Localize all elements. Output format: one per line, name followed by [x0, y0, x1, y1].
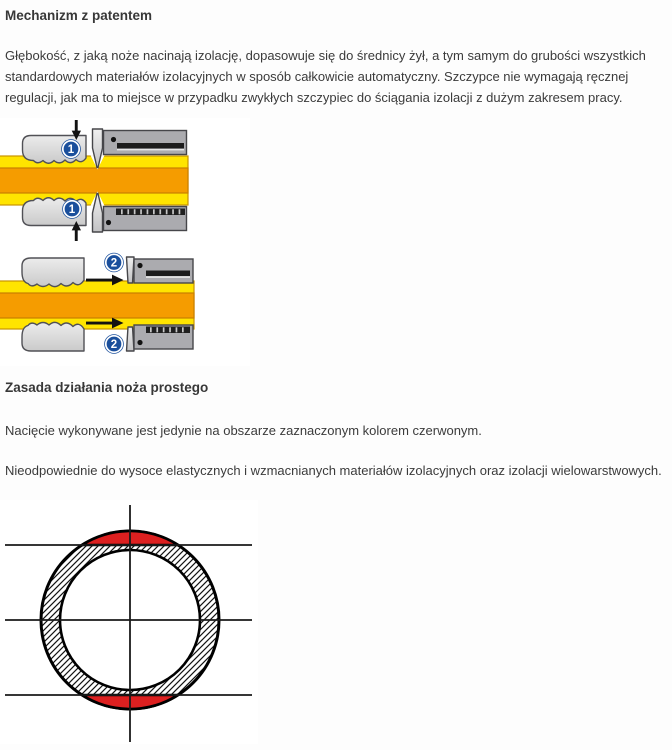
step2-marker	[105, 253, 124, 272]
blade-top	[127, 257, 135, 283]
gripper-jaw-top	[22, 258, 84, 287]
paragraph-patent-mechanism: Głębokość, z jaką noże nacinają izolację, dopasowuje się do średnicy żył, a tym samym do grubości wszystkich standardowych materiałów izolacyjnych w sposób całkowicie automatyczny. Szczypce nie wymagają ręcznej regulacji, jak ma to miejsce w przypadku zwykłych szczypiec do ściągania izolacji z dużym zakresem pracy.	[5, 48, 646, 105]
pivot-hole-icon	[137, 263, 142, 268]
tool-slot-highlight	[146, 276, 190, 278]
cable-cross-section-diagram	[0, 500, 258, 744]
svg-text:2: 2	[110, 257, 118, 270]
step1-marker	[63, 200, 82, 219]
step2-marker	[105, 335, 124, 354]
tool-slot	[146, 271, 190, 277]
heading-straight-blade: Zasada działania noża prostego	[5, 380, 209, 395]
step1-marker	[62, 140, 81, 159]
pivot-hole-icon	[111, 137, 116, 142]
pivot-hole-icon	[106, 220, 111, 225]
cable-core	[0, 168, 188, 193]
paragraph-unsuitable-materials: Nieodpowiednie do wysoce elastycznych i wzmacnianych materiałów izolacyjnych oraz izolacji wielowarstwowych.	[5, 463, 662, 478]
rack-strip	[116, 209, 185, 216]
stripping-mechanism-diagram	[0, 118, 250, 366]
svg-text:2: 2	[110, 339, 118, 352]
pivot-hole-icon	[137, 340, 142, 345]
figure-cable-cross-section	[0, 500, 258, 744]
step1-cutting	[0, 120, 188, 241]
heading-patent-mechanism: Mechanizm z patentem	[5, 8, 153, 23]
paragraph-cut-area: Nacięcie wykonywane jest jedynie na obszarze zaznaczonym kolorem czerwonym.	[5, 423, 482, 438]
step2-pulling	[0, 253, 194, 353]
tool-body-top	[104, 131, 187, 155]
tool-slot-highlight	[117, 149, 184, 151]
figure-stripping-mechanism	[0, 118, 250, 366]
gripper-jaw-bottom	[22, 322, 84, 351]
svg-text:1: 1	[67, 144, 75, 157]
cable-core	[0, 293, 194, 318]
blade-bottom	[127, 327, 135, 351]
tool-slot	[117, 143, 184, 149]
svg-text:1: 1	[68, 204, 76, 217]
